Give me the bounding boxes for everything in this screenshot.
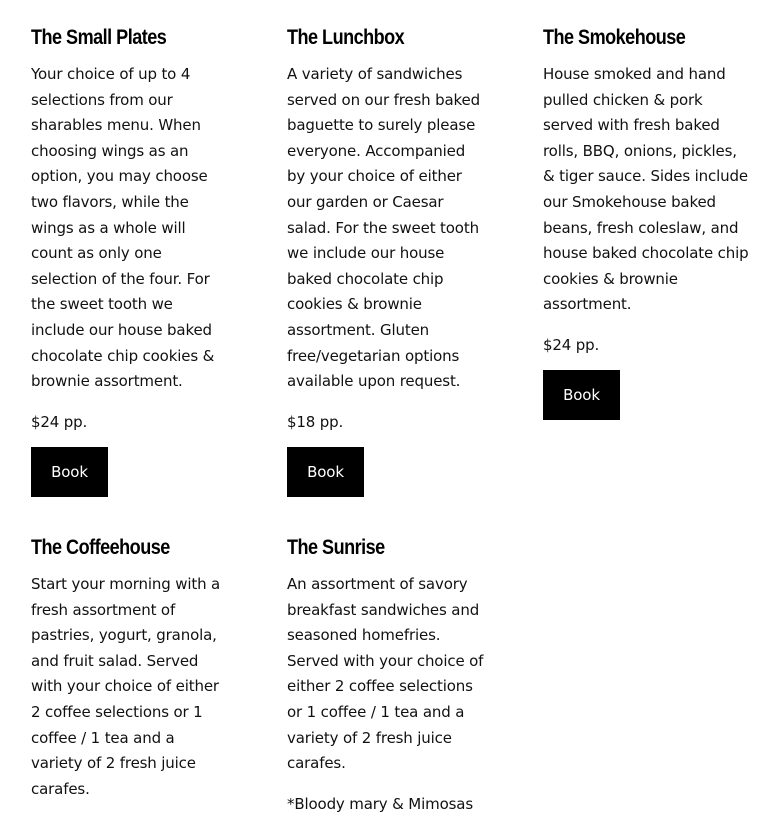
package-note: *Bloody mary & Mimosas — [287, 794, 473, 813]
package-card-smokehouse — [543, 25, 749, 420]
package-price: $18 pp. — [287, 412, 344, 431]
package-card-small-plates — [31, 25, 231, 497]
book-button[interactable]: Book — [31, 447, 108, 497]
package-card-coffeehouse — [31, 535, 231, 802]
package-description: House smoked and hand pulled chicken & pork served with fresh baked rolls, BBQ, onions, pickles, & tiger sauce. Sides include our Smokehouse baked beans, fresh coleslaw, and house baked chocolate chip cookies & brownie assortment. — [543, 65, 749, 314]
package-title: The Smokehouse — [543, 26, 686, 49]
package-title: The Small Plates — [31, 26, 167, 49]
package-description: An assortment of savory breakfast sandwiches and seasoned homefries. Served with your choice of either 2 coffee selections or 1 coffee / 1 tea and a variety of 2 fresh juice carafes. — [287, 575, 484, 773]
book-button[interactable]: Book — [543, 370, 620, 420]
package-description: Your choice of up to 4 selections from our sharables menu. When choosing wings as an option, you may choose two flavors, while the wings as a whole will count as only one selection of the four. For the sweet tooth we include our house baked chocolate chip cookies & brownie assortment. — [31, 65, 215, 391]
book-button[interactable]: Book — [287, 447, 364, 497]
package-card-lunchbox — [287, 25, 487, 497]
package-description: A variety of sandwiches served on our fresh baked baguette to surely please everyone. Accompanied by your choice of either our garden or Caesar salad. For the sweet tooth we include our house baked chocolate chip cookies & brownie assortment. Gluten free/vegetarian options available upon request. — [287, 65, 480, 391]
package-card-sunrise — [287, 535, 487, 817]
package-price: $24 pp. — [543, 335, 600, 354]
package-title: The Coffeehouse — [31, 536, 170, 559]
package-price: $24 pp. — [31, 412, 88, 431]
package-title: The Sunrise — [287, 536, 385, 559]
package-description: Start your morning with a fresh assortment of pastries, yogurt, granola, and fruit salad. Served with your choice of either 2 coffee selections or 1 coffee / 1 tea and a variety of 2 fresh juice carafes. — [31, 575, 221, 798]
package-title: The Lunchbox — [287, 26, 405, 49]
